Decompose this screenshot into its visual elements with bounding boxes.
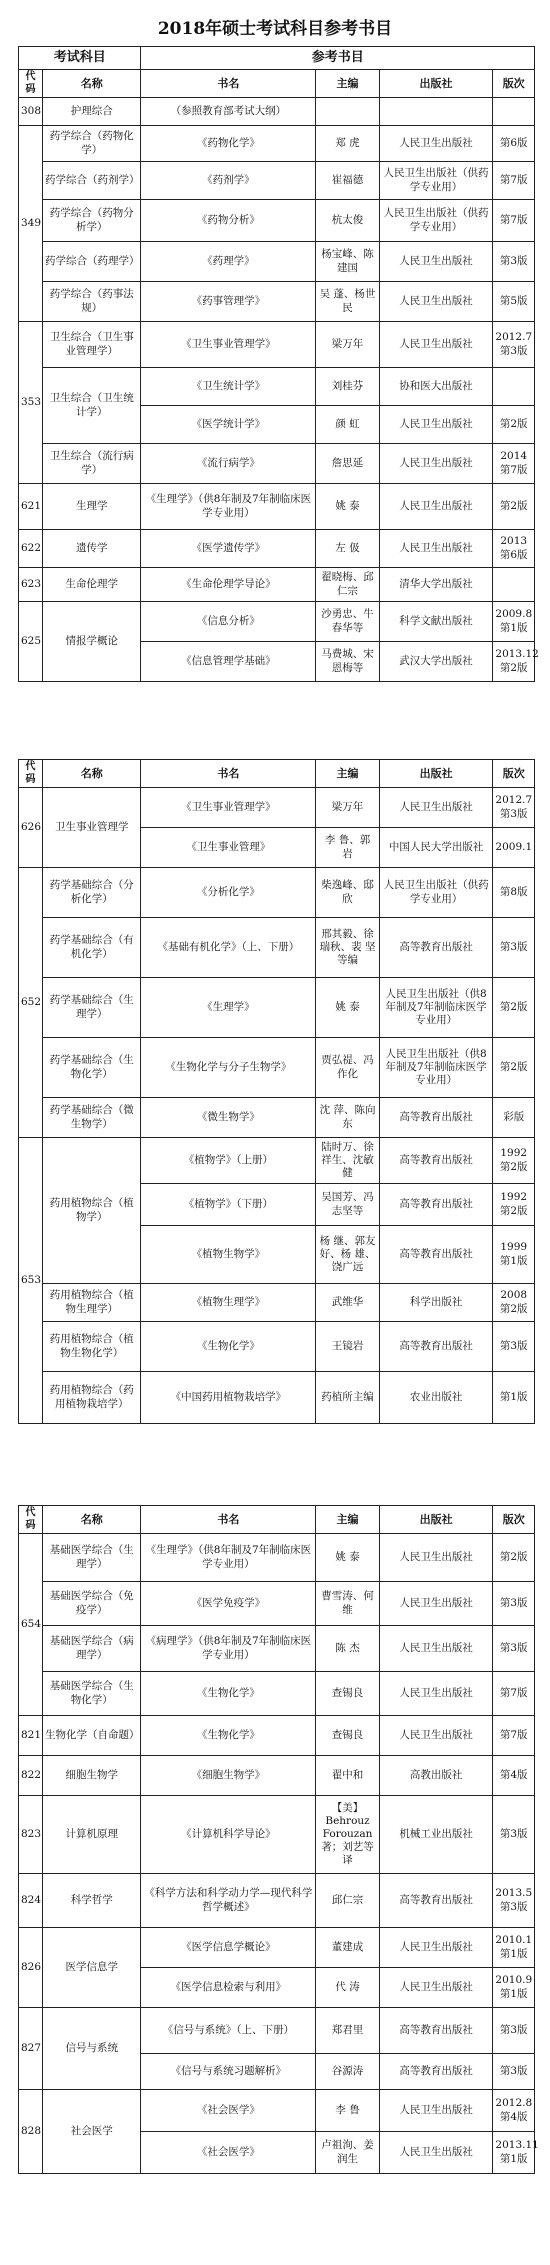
subject-name: 信号与系统	[43, 2008, 141, 2090]
publisher: 高等教育出版社	[379, 1138, 493, 1184]
edition	[493, 568, 535, 602]
subject-name: 生物化学（自命题）	[43, 1716, 141, 1756]
publisher: 高等教育出版社	[379, 1184, 493, 1226]
publisher: 人民卫生出版社	[379, 126, 493, 162]
subject-code: 823	[19, 1796, 43, 1874]
editor: 刘桂芬	[316, 368, 379, 406]
table-row	[19, 1928, 535, 1968]
book-title: 《卫生事业管理学》	[141, 322, 316, 368]
edition: 第7版	[493, 1672, 535, 1716]
publisher: 人民卫生出版社	[379, 1626, 493, 1672]
edition: 第3版	[493, 1626, 535, 1672]
book-title: 《科学方法和科学动力学—现代科学哲学概述》	[141, 1874, 316, 1928]
column-header-row	[19, 760, 535, 788]
book-title: 《医学信息学概论》	[141, 1928, 316, 1968]
table-row	[19, 1796, 535, 1874]
book-title: 《微生物学》	[141, 1098, 316, 1138]
publisher: 人民卫生出版社（供药学专业用）	[379, 200, 493, 242]
editor: 左 伋	[316, 530, 379, 568]
book-title: （参照教育部考试大纲）	[141, 98, 316, 126]
publisher: 人民卫生出版社	[379, 2090, 493, 2132]
publisher: 人民卫生出版社	[379, 2132, 493, 2174]
edition: 第6版	[493, 126, 535, 162]
editor: 邱仁宗	[316, 1874, 379, 1928]
book-title: 《基础有机化学》（上、下册）	[141, 918, 316, 978]
booklist-table-1	[18, 46, 539, 682]
table-row	[19, 242, 535, 282]
subject-name: 药用植物综合（植物学）	[43, 1138, 141, 1284]
subject-code: 622	[19, 530, 43, 568]
table-row	[19, 126, 535, 162]
table-row	[19, 322, 535, 368]
subject-code: 821	[19, 1716, 43, 1756]
table-row	[19, 1098, 535, 1138]
edition: 2012.7第3版	[493, 322, 535, 368]
publisher: 高等教育出版社	[379, 1874, 493, 1928]
subject-name: 药学基础综合（微生物学）	[43, 1098, 141, 1138]
column-header-row	[19, 70, 535, 98]
edition: 第8版	[493, 868, 535, 918]
publisher: 人民卫生出版社（供8年制及7年制临床医学专业用）	[379, 1038, 493, 1098]
edition: 第3版	[493, 2008, 535, 2054]
table-row	[19, 1038, 535, 1098]
editor: 杨 继、郭友好、杨 雄、饶广远	[316, 1226, 379, 1284]
header-editor: 主编	[316, 70, 379, 98]
edition	[493, 368, 535, 406]
book-title: 《植物生物学》	[141, 1226, 316, 1284]
edition: 2014第7版	[493, 444, 535, 484]
publisher: 人民卫生出版社	[379, 322, 493, 368]
subject-name: 生命伦理学	[43, 568, 141, 602]
editor: 杭太俊	[316, 200, 379, 242]
header-edition: 版次	[493, 760, 535, 788]
edition: 彩版	[493, 1098, 535, 1138]
editor: 卢祖洵、姜润生	[316, 2132, 379, 2174]
page-title: 2018年硕士考试科目参考书目	[157, 19, 393, 39]
editor: 李 鲁	[316, 2090, 379, 2132]
book-title: 《医学遗传学》	[141, 530, 316, 568]
book-title: 《分析化学》	[141, 868, 316, 918]
editor: 董建成	[316, 1928, 379, 1968]
subject-name: 遗传学	[43, 530, 141, 568]
edition: 2009.8第1版	[493, 602, 535, 642]
subject-code: 653	[19, 1138, 43, 1424]
header-name: 名称	[43, 1506, 141, 1534]
book-title: 《医学免疫学》	[141, 1582, 316, 1626]
table-row	[19, 2090, 535, 2132]
table-row	[19, 1672, 535, 1716]
book-title: 《医学统计学》	[141, 406, 316, 444]
editor: 查锡良	[316, 1716, 379, 1756]
subject-code: 623	[19, 568, 43, 602]
table-row	[19, 162, 535, 200]
table-row	[19, 1716, 535, 1756]
publisher: 高教出版社	[379, 1756, 493, 1796]
publisher: 人民卫生出版社	[379, 1928, 493, 1968]
publisher: 科学出版社	[379, 1284, 493, 1322]
edition: 1992第2版	[493, 1138, 535, 1184]
table-row	[19, 602, 535, 642]
edition: 2013.12第2版	[493, 642, 535, 682]
header-name: 名称	[43, 760, 141, 788]
subject-name: 药学综合（药物化学）	[43, 126, 141, 162]
edition: 第3版	[493, 918, 535, 978]
table-row	[19, 1372, 535, 1424]
publisher: 清华大学出版社	[379, 568, 493, 602]
book-title: 《植物学》（上册）	[141, 1138, 316, 1184]
table-row	[19, 568, 535, 602]
subject-name: 药用植物综合（植物生物化学）	[43, 1322, 141, 1372]
publisher: 人民卫生出版社	[379, 1716, 493, 1756]
editor: 姚 泰	[316, 1534, 379, 1582]
header-subject: 考试科目	[19, 47, 141, 70]
book-title: 《中国药用植物栽培学》	[141, 1372, 316, 1424]
book-title: 《病理学》（供8年制及7年制临床医学专业用）	[141, 1626, 316, 1672]
editor: 杨宝峰、陈建国	[316, 242, 379, 282]
edition: 2008第2版	[493, 1284, 535, 1322]
book-title: 《流行病学》	[141, 444, 316, 484]
subject-code: 828	[19, 2090, 43, 2174]
header-books: 参考书目	[141, 47, 535, 70]
subject-name: 药学综合（药事法规）	[43, 282, 141, 322]
publisher: 武汉大学出版社	[379, 642, 493, 682]
subject-code: 652	[19, 868, 43, 1138]
table-row	[19, 978, 535, 1038]
publisher: 人民卫生出版社	[379, 788, 493, 828]
editor: 李 鲁、郭 岩	[316, 828, 379, 868]
editor: 沈 萍、陈向东	[316, 1098, 379, 1138]
table-row	[19, 918, 535, 978]
publisher: 高等教育出版社	[379, 2054, 493, 2090]
editor: 贾弘禔、冯作化	[316, 1038, 379, 1098]
edition: 2013.11第1版	[493, 2132, 535, 2174]
editor: 药植所主编	[316, 1372, 379, 1424]
publisher: 人民卫生出版社	[379, 484, 493, 530]
book-title: 《植物生理学》	[141, 1284, 316, 1322]
publisher: 人民卫生出版社	[379, 1582, 493, 1626]
subject-code: 827	[19, 2008, 43, 2090]
edition: 2012.8第4版	[493, 2090, 535, 2132]
subject-code: 654	[19, 1534, 43, 1716]
subject-name: 计算机原理	[43, 1796, 141, 1874]
editor: 曹雪涛、何 维	[316, 1582, 379, 1626]
edition: 第7版	[493, 200, 535, 242]
publisher: 高等教育出版社	[379, 2008, 493, 2054]
header-editor: 主编	[316, 760, 379, 788]
table-row	[19, 200, 535, 242]
subject-code: 308	[19, 98, 43, 126]
subject-name: 药用植物综合（药用植物栽培学）	[43, 1372, 141, 1424]
book-title: 《生物化学》	[141, 1672, 316, 1716]
editor: 查锡良	[316, 1672, 379, 1716]
edition: 第2版	[493, 978, 535, 1038]
publisher: 高等教育出版社	[379, 1098, 493, 1138]
table-row	[19, 1138, 535, 1184]
subject-name: 药学综合（药理学）	[43, 242, 141, 282]
subject-code: 822	[19, 1756, 43, 1796]
editor: 吴国芳、冯志坚等	[316, 1184, 379, 1226]
book-title: 《生物化学与分子生物学》	[141, 1038, 316, 1098]
table-row	[19, 444, 535, 484]
edition: 2009.1	[493, 828, 535, 868]
table-row	[19, 282, 535, 322]
header-code: 代码	[19, 1506, 43, 1534]
publisher: 人民卫生出版社	[379, 1672, 493, 1716]
editor: 陈 杰	[316, 1626, 379, 1672]
edition: 第4版	[493, 1756, 535, 1796]
column-header-row	[19, 1506, 535, 1534]
header-book: 书名	[141, 1506, 316, 1534]
book-title: 《卫生事业管理》	[141, 828, 316, 868]
edition: 第2版	[493, 1038, 535, 1098]
table-row	[19, 1626, 535, 1672]
book-title: 《医学信息检索与利用》	[141, 1968, 316, 2008]
book-title: 《药理学》	[141, 242, 316, 282]
edition: 第3版	[493, 242, 535, 282]
edition: 2013第6版	[493, 530, 535, 568]
editor: 代 涛	[316, 1968, 379, 2008]
subject-code: 826	[19, 1928, 43, 2008]
table-row	[19, 368, 535, 406]
editor: 陆时万、徐祥生、沈敏健	[316, 1138, 379, 1184]
subject-name: 药学基础综合（分析化学）	[43, 868, 141, 918]
booklist-table-3	[18, 1505, 539, 2174]
header-editor: 主编	[316, 1506, 379, 1534]
book-title: 《社会医学》	[141, 2090, 316, 2132]
publisher: 高等教育出版社	[379, 1226, 493, 1284]
subject-code: 353	[19, 322, 43, 484]
book-title: 《生理学》（供8年制及7年制临床医学专业用）	[141, 484, 316, 530]
book-title: 《信息管理学基础》	[141, 642, 316, 682]
publisher: 人民卫生出版社	[379, 282, 493, 322]
edition: 第3版	[493, 2054, 535, 2090]
table-row	[19, 1874, 535, 1928]
table-row	[19, 1284, 535, 1322]
publisher: 人民卫生出版社	[379, 444, 493, 484]
editor: 马费城、宋恩梅等	[316, 642, 379, 682]
header-book: 书名	[141, 760, 316, 788]
editor: 翟晓梅、邱仁宗	[316, 568, 379, 602]
publisher: 协和医大出版社	[379, 368, 493, 406]
subject-name: 药学基础综合（生物化学）	[43, 1038, 141, 1098]
table-row	[19, 484, 535, 530]
publisher: 高等教育出版社	[379, 1322, 493, 1372]
publisher: 人民卫生出版社（供8年制及7年制临床医学专业用）	[379, 978, 493, 1038]
edition: 2012.7第3版	[493, 788, 535, 828]
edition: 第5版	[493, 282, 535, 322]
header-publisher: 出版社	[379, 70, 493, 98]
book-title: 《药物分析》	[141, 200, 316, 242]
table-row	[19, 530, 535, 568]
publisher: 人民卫生出版社（供药学专业用）	[379, 162, 493, 200]
edition: 第3版	[493, 1322, 535, 1372]
editor: 沙勇忠、牛春华等	[316, 602, 379, 642]
editor: 吴 蓬、杨世民	[316, 282, 379, 322]
editor: 武维华	[316, 1284, 379, 1322]
subject-name: 卫生事业管理学	[43, 788, 141, 868]
edition: 第2版	[493, 1534, 535, 1582]
table-row	[19, 788, 535, 828]
header-book: 书名	[141, 70, 316, 98]
booklist-table-2	[18, 759, 535, 1424]
editor: 姚 泰	[316, 484, 379, 530]
book-title: 《信息分析》	[141, 602, 316, 642]
publisher: 高等教育出版社	[379, 918, 493, 978]
publisher: 人民卫生出版社	[379, 406, 493, 444]
publisher: 人民卫生出版社	[379, 242, 493, 282]
subject-name: 情报学概论	[43, 602, 141, 682]
editor: 柴逸峰、邸 欣	[316, 868, 379, 918]
subject-name: 基础医学综合（生物化学）	[43, 1672, 141, 1716]
subject-code: 621	[19, 484, 43, 530]
editor: 郑 虎	[316, 126, 379, 162]
subject-name: 细胞生物学	[43, 1756, 141, 1796]
book-title: 《信号与系统习题解析》	[141, 2054, 316, 2090]
table-row	[19, 868, 535, 918]
edition: 2013.5第3版	[493, 1874, 535, 1928]
subject-name: 护理综合	[43, 98, 141, 126]
subject-code: 625	[19, 602, 43, 682]
subject-name: 基础医学综合（生理学）	[43, 1534, 141, 1582]
subject-code: 626	[19, 788, 43, 868]
book-title: 《药事管理学》	[141, 282, 316, 322]
editor: 梁万年	[316, 788, 379, 828]
table-row	[19, 1756, 535, 1796]
book-title: 《药物化学》	[141, 126, 316, 162]
subject-name: 社会医学	[43, 2090, 141, 2174]
book-title: 《生物化学》	[141, 1716, 316, 1756]
subject-name: 药学综合（药物分析学）	[43, 200, 141, 242]
book-title: 《信号与系统》（上、下册）	[141, 2008, 316, 2054]
editor: 颜 虹	[316, 406, 379, 444]
publisher: 人民卫生出版社	[379, 1534, 493, 1582]
group-header-row	[19, 47, 535, 70]
editor: 梁万年	[316, 322, 379, 368]
subject-code: 824	[19, 1874, 43, 1928]
subject-name: 医学信息学	[43, 1928, 141, 2008]
subject-code: 349	[19, 126, 43, 322]
book-title: 《药剂学》	[141, 162, 316, 200]
header-publisher: 出版社	[379, 1506, 493, 1534]
subject-name: 生理学	[43, 484, 141, 530]
subject-name: 科学哲学	[43, 1874, 141, 1928]
edition: 2010.9第1版	[493, 1968, 535, 2008]
book-title: 《计算机科学导论》	[141, 1796, 316, 1874]
editor: 崔福德	[316, 162, 379, 200]
header-edition: 版次	[493, 70, 535, 98]
table-row	[19, 1322, 535, 1372]
header-edition: 版次	[493, 1506, 535, 1534]
edition: 第3版	[493, 1796, 535, 1874]
subject-name: 卫生综合（卫生事业管理学）	[43, 322, 141, 368]
header-code: 代码	[19, 70, 43, 98]
table-row	[19, 2008, 535, 2054]
edition: 1999第1版	[493, 1226, 535, 1284]
edition: 第7版	[493, 1716, 535, 1756]
edition: 第3版	[493, 1582, 535, 1626]
publisher: 人民卫生出版社	[379, 530, 493, 568]
book-title: 《细胞生物学》	[141, 1756, 316, 1796]
header-code: 代码	[19, 760, 43, 788]
book-title: 《生理学》（供8年制及7年制临床医学专业用）	[141, 1534, 316, 1582]
subject-name: 基础医学综合（免疫学）	[43, 1582, 141, 1626]
table-row	[19, 1582, 535, 1626]
book-title: 《社会医学》	[141, 2132, 316, 2174]
book-title: 《生理学》	[141, 978, 316, 1038]
editor: 王镜岩	[316, 1322, 379, 1372]
subject-name: 药学基础综合（生理学）	[43, 978, 141, 1038]
publisher: 人民卫生出版社（供药学专业用）	[379, 868, 493, 918]
edition: 第2版	[493, 406, 535, 444]
publisher: 农业出版社	[379, 1372, 493, 1424]
subject-name: 药学综合（药剂学）	[43, 162, 141, 200]
editor: 【美】Behrouz Forouzan著；刘艺等 译	[316, 1796, 379, 1874]
table-row	[19, 98, 535, 126]
edition: 2010.1第1版	[493, 1928, 535, 1968]
book-title: 《卫生统计学》	[141, 368, 316, 406]
subject-name: 基础医学综合（病理学）	[43, 1626, 141, 1672]
edition: 第2版	[493, 484, 535, 530]
edition: 第7版	[493, 162, 535, 200]
editor: 翟中和	[316, 1756, 379, 1796]
publisher: 中国人民大学出版社	[379, 828, 493, 868]
editor: 邢其毅、徐瑞秋、裴 坚等编	[316, 918, 379, 978]
subject-name: 药学基础综合（有机化学）	[43, 918, 141, 978]
edition: 1992第2版	[493, 1184, 535, 1226]
editor: 詹思延	[316, 444, 379, 484]
publisher: 机械工业出版社	[379, 1796, 493, 1874]
publisher: 人民卫生出版社	[379, 1968, 493, 2008]
subject-name: 卫生综合（卫生统计学）	[43, 368, 141, 444]
subject-name: 药用植物综合（植物生理学）	[43, 1284, 141, 1322]
edition: 第1版	[493, 1372, 535, 1424]
subject-name: 卫生综合（流行病学）	[43, 444, 141, 484]
book-title: 《生命伦理学导论》	[141, 568, 316, 602]
editor: 郑君里	[316, 2008, 379, 2054]
book-title: 《卫生事业管理学》	[141, 788, 316, 828]
header-publisher: 出版社	[379, 760, 493, 788]
publisher: 科学文献出版社	[379, 602, 493, 642]
editor: 姚 泰	[316, 978, 379, 1038]
header-name: 名称	[43, 70, 141, 98]
table-row	[19, 1534, 535, 1582]
book-title: 《植物学》（下册）	[141, 1184, 316, 1226]
editor: 谷源涛	[316, 2054, 379, 2090]
book-title: 《生物化学》	[141, 1322, 316, 1372]
